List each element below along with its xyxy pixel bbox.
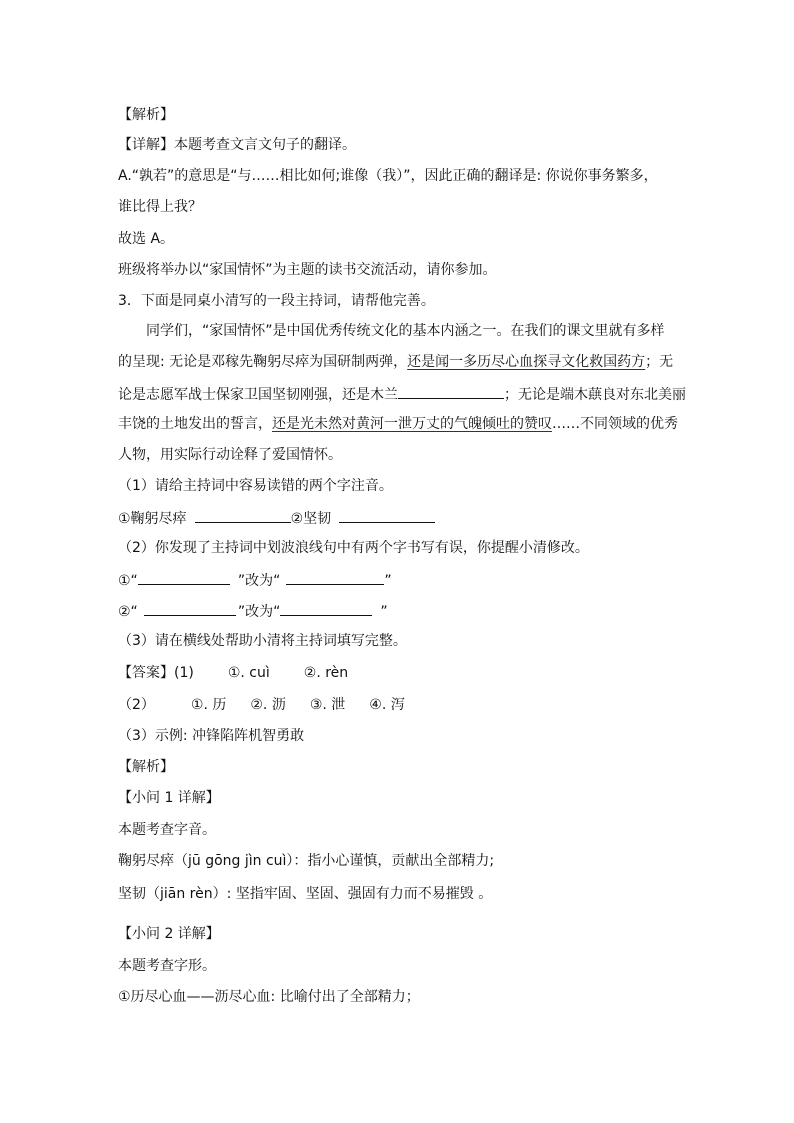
answer-item: ④. 泻 bbox=[369, 697, 405, 713]
change-to-label: ”改为“ bbox=[237, 604, 281, 620]
correction-note: ①历尽心血——沥尽心血: 比喻付出了全部精力； bbox=[118, 989, 420, 1005]
answer-heading: （2） bbox=[118, 697, 155, 713]
quote-open: ①“ bbox=[118, 573, 138, 589]
passage-text: ；无 bbox=[645, 354, 674, 370]
question-3-title: 3．下面是同桌小清写的一段主持词，请帮他完善。 bbox=[118, 293, 435, 309]
answer-choice-line: 故选 A。 bbox=[118, 231, 175, 247]
explanation-line: A.“孰若”的意思是“与……相比如何;谁像（我）”，因此正确的翻译是: 你说你事务繁多， bbox=[118, 168, 658, 184]
quote-close: ” bbox=[380, 604, 388, 620]
answer-item: ②. 沥 bbox=[250, 697, 286, 713]
sub-question-3: （3）请在横线处帮助小清将主持词填写完整。 bbox=[118, 633, 407, 649]
passage-line-3 bbox=[118, 384, 686, 404]
explanation-line-cont: 谁比得上我？ bbox=[118, 199, 202, 215]
answer-blank bbox=[138, 570, 230, 585]
correction-row-2 bbox=[118, 601, 388, 621]
quote-close: ” bbox=[384, 573, 392, 589]
sub-heading-detail-2: 【小问 2 详解】 bbox=[118, 926, 220, 942]
fill-blank-line bbox=[398, 384, 504, 399]
change-to-label: ”改为“ bbox=[237, 573, 281, 589]
sub-question-2: （2）你发现了主持词中划波浪线句中有两个字书写有误，你提醒小清修改。 bbox=[118, 540, 589, 556]
pronunciation-note: 鞠躬尽瘁（jū gōng jìn cuì）：指小心谨慎，贡献出全部精力; bbox=[118, 853, 495, 869]
detail-line: 【详解】本题考查文言文句子的翻译。 bbox=[118, 137, 356, 153]
passage-line-2 bbox=[118, 353, 673, 371]
detail-text: 本题考查字形。 bbox=[118, 958, 216, 974]
blank-label: ②坚韧 bbox=[290, 511, 332, 527]
answer-row-3: （3）示例: 冲锋陷阵机智勇敢 bbox=[118, 728, 305, 744]
passage-text: 论是志愿军战士保家卫国坚韧刚强，还是木兰 bbox=[118, 387, 398, 403]
sub-question-1: （1）请给主持词中容易读错的两个字注音。 bbox=[118, 478, 393, 494]
passage-text: 丰饶的土地发出的誓言， bbox=[118, 416, 272, 432]
correction-row-1 bbox=[118, 570, 392, 590]
passage-text: ……不同领域的优秀 bbox=[552, 416, 678, 432]
section-heading-analysis: 【解析】 bbox=[118, 107, 174, 123]
passage-text: 的呈现: 无论是邓稼先鞠躬尽瘁为国研制两弹， bbox=[118, 354, 408, 370]
detail-text: 本题考查字音。 bbox=[118, 822, 216, 838]
answer-item: ②. rèn bbox=[303, 665, 349, 681]
answer-item: ①. 历 bbox=[190, 697, 227, 713]
wavy-underlined-sentence: 还是光未然对黄河一泄万丈的气魄倾吐的赞叹 bbox=[272, 416, 552, 432]
passage-text: ；无论是端木蕻良对东北美丽 bbox=[504, 387, 686, 403]
passage-line-4 bbox=[118, 415, 678, 433]
section-heading-analysis: 【解析】 bbox=[118, 759, 174, 775]
pronunciation-note: 坚韧（jiān rèn）: 坚指牢固、坚固、强固有力而不易摧毁 。 bbox=[118, 886, 493, 902]
answer-row-1 bbox=[118, 664, 348, 682]
wavy-underlined-sentence: 还是闻一多历尽心血探寻文化救国药方 bbox=[407, 354, 646, 370]
passage-line-1: 同学们，“家国情怀”是中国优秀传统文化的基本内涵之一。在我们的课文里就有多样 bbox=[146, 323, 665, 339]
answer-blank bbox=[280, 601, 372, 616]
passage-line-5: 人物，用实际行动诠释了爱国情怀。 bbox=[118, 447, 342, 463]
blank-label: ①鞠躬尽瘁 bbox=[118, 511, 187, 527]
quote-open: ②“ bbox=[118, 604, 138, 620]
answer-item: ①. cuì bbox=[227, 665, 270, 681]
answer-blank bbox=[286, 570, 384, 585]
activity-intro: 班级将举办以“家国情怀”为主题的读书交流活动，请你参加。 bbox=[118, 262, 497, 278]
answer-blank bbox=[339, 508, 435, 523]
sub-heading-detail-1: 【小问 1 详解】 bbox=[118, 790, 220, 806]
answer-item: ③. 泄 bbox=[309, 697, 346, 713]
answer-row-2 bbox=[118, 696, 405, 714]
answer-heading: 【答案】(1) bbox=[118, 665, 194, 681]
answer-blank bbox=[195, 508, 291, 523]
answer-blank bbox=[144, 601, 236, 616]
sub-question-1-blanks bbox=[118, 508, 435, 528]
